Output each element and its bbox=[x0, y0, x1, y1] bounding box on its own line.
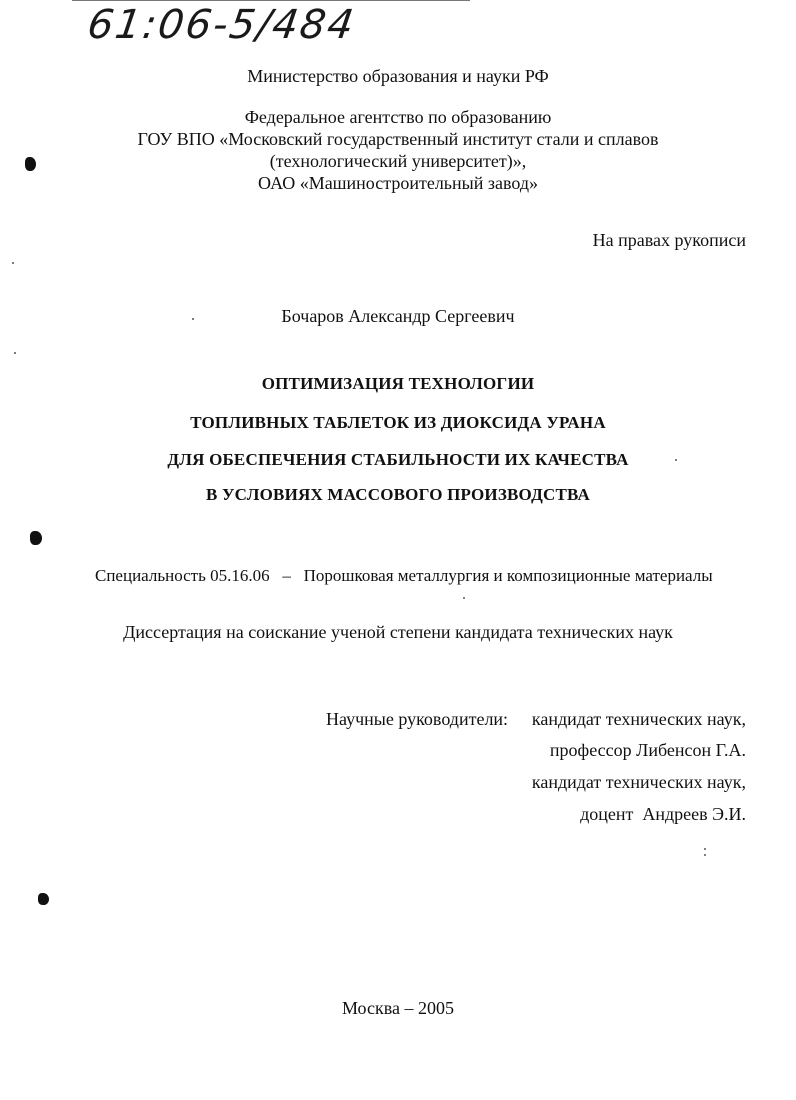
specialty-line: Специальность 05.16.06 – Порошковая металлургия и композиционные материалы bbox=[95, 566, 713, 585]
supervisor-2-name: доцент Андреев Э.И. bbox=[580, 804, 746, 824]
scan-speck bbox=[12, 262, 14, 264]
institute-line-2: (технологический университет)», bbox=[269, 151, 527, 171]
author-name: Бочаров Александр Сергеевич bbox=[281, 306, 515, 326]
title-line-1: ОПТИМИЗАЦИЯ ТЕХНОЛОГИИ bbox=[261, 374, 535, 393]
scan-blot bbox=[38, 893, 49, 905]
agency-line: Федеральное агентство по образованию bbox=[244, 107, 552, 127]
title-line-4: В УСЛОВИЯХ МАССОВОГО ПРОИЗВОДСТВА bbox=[206, 485, 590, 504]
title-line-3: ДЛЯ ОБЕСПЕЧЕНИЯ СТАБИЛЬНОСТИ ИХ КАЧЕСТВА bbox=[167, 450, 629, 469]
archive-underline bbox=[72, 0, 470, 1]
scan-speck bbox=[14, 352, 16, 354]
city-year: Москва – 2005 bbox=[342, 998, 454, 1018]
scan-speck bbox=[704, 848, 706, 850]
scan-speck bbox=[675, 459, 677, 461]
scan-blot bbox=[25, 157, 36, 171]
dissertation-line: Диссертация на соискание ученой степени кандидата технических наук bbox=[123, 622, 673, 642]
supervisor-1-degree: кандидат технических наук, bbox=[531, 709, 746, 729]
rights-note: На правах рукописи bbox=[592, 230, 746, 250]
scan-speck bbox=[192, 318, 194, 320]
plant-line: ОАО «Машиностроительный завод» bbox=[257, 173, 538, 193]
title-line-2: ТОПЛИВНЫХ ТАБЛЕТОК ИЗ ДИОКСИДА УРАНА bbox=[190, 413, 606, 432]
supervisor-2-degree: кандидат технических наук, bbox=[531, 772, 746, 792]
scan-speck bbox=[463, 597, 465, 599]
institute-line-1: ГОУ ВПО «Московский государственный институт стали и сплавов bbox=[137, 129, 659, 149]
scan-blot bbox=[30, 531, 42, 545]
supervisor-1-name: профессор Либенсон Г.А. bbox=[549, 740, 746, 760]
ministry-line: Министерство образования и науки РФ bbox=[247, 66, 549, 86]
supervisors-label: Научные руководители: bbox=[326, 709, 509, 729]
scan-speck bbox=[704, 854, 706, 856]
handwritten-archive-code: 61:06-5/484 bbox=[84, 2, 359, 48]
